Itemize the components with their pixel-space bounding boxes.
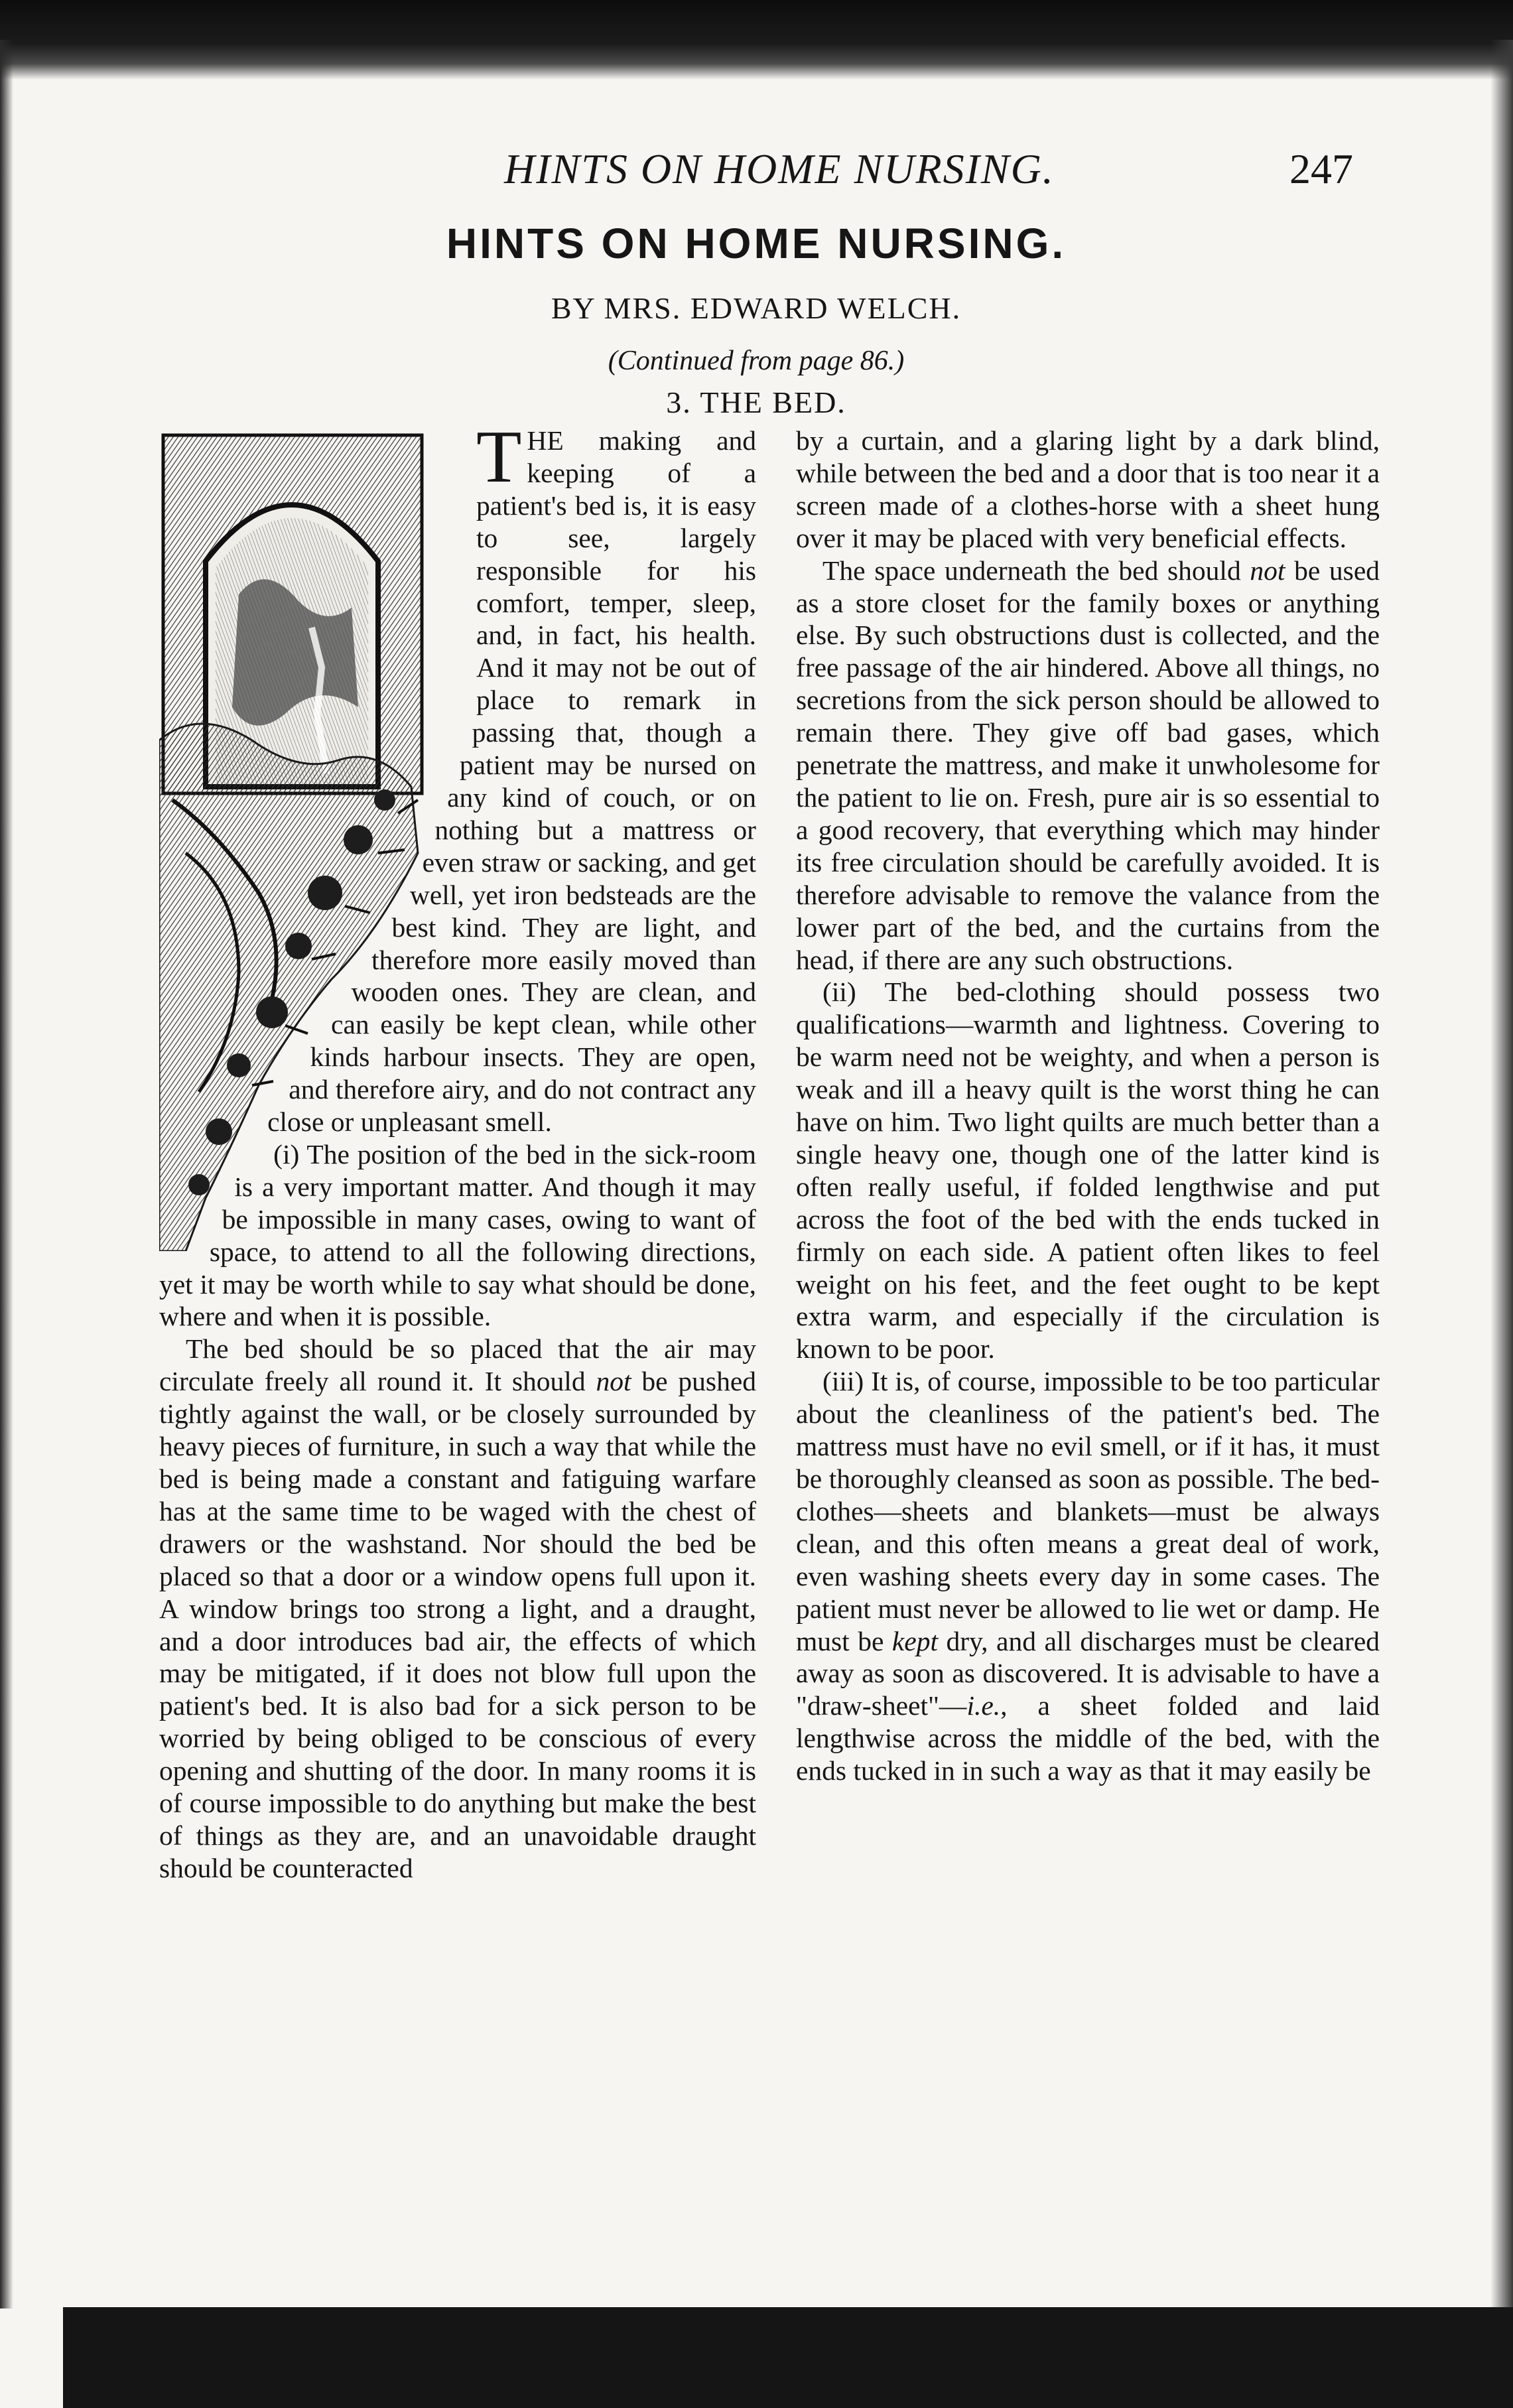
article-byline: BY MRS. EDWARD WELCH. <box>551 291 962 325</box>
running-head: HINTS ON HOME NURSING. <box>504 145 1055 192</box>
emphasis: kept <box>891 1625 939 1656</box>
paragraph: The bed should be so placed that the air may circulate freely all round it. It should not be pushed tightly against the wall, or be closely surrounded by heavy pieces of furniture, in such a way that while the bed is being made a constant and fatiguing warfare has at the same time to be waged with the chest of drawers or the washstand. Nor should the bed be placed so that a door or a window opens full upon it. A window brings too strong a light, and a draught, and a door introduces bad air, the effects of which may be mitigated, if it does not blow full upon the patient's bed. It is also bad for a sick person to be worried by being obliged to be conscious of every opening and shutting of the door. In many rooms it is of course impossible to do anything but make the best of things as they are, and an unavoidable draught should be counteracted <box>159 1333 756 1883</box>
scan-top-edge <box>0 0 1513 80</box>
emphasis: i.e. <box>966 1690 1001 1721</box>
scan-left-edge <box>0 40 13 2308</box>
page-number: 247 <box>1289 145 1353 192</box>
emphasis: not <box>596 1366 631 1397</box>
right-column <box>796 425 1380 2255</box>
drop-cap: T <box>476 416 522 498</box>
section-heading: 3. THE BED. <box>666 385 846 419</box>
paragraph: (ii) The bed-clothing should possess two qualifications—warmth and lightness. Covering to be warm need not be weighty, and when a person is weak and ill a heavy quilt is the worst thing he can have on him. Two light quilts are much better than a single heavy one, though one of the latter kind is often really useful, if folded lengthwise and put across the foot of the bed with the ends tucked in firmly on each side. A patient often likes to feel weight on his feet, and the feet ought to be kept extra warm, and especially if the circulation is known to be poor. <box>796 976 1380 1365</box>
scan-right-edge <box>1490 40 1513 2308</box>
article-title: HINTS ON HOME NURSING. <box>446 220 1067 267</box>
left-column <box>159 416 756 2255</box>
paragraph: The space underneath the bed should not be used as a store closet for the family boxes or anything else. By such obstructions dust is collected, and the free passage of the air hindered. Above all things, no secretions from the sick person should be allowed to remain there. They give off bad gases, which penetrate the mattress, and make it unwholesome for the patient to lie on. Fresh, pure air is so essential to a good recovery, that everything which may hinder its free circulation should be carefully avoided. It is therefore advisable to remove the valance from the lower part of the bed, and the curtains from the head, if there are any such obstructions. <box>796 555 1380 975</box>
paragraph: HE making and keeping of a patient's bed is, it is easy to see, largely responsible for his comfort, temper, sleep, and, in fact, his health. And it may not be out of place to remark in passing that, though a patient may be nursed on any kind of couch, or on nothing but a mattress or even straw or sacking, and get well, yet iron bedsteads are the best kind. They are light, and therefore more easily moved than wooden ones. They are clean, and can easily be kept clean, while other kinds harbour insects. They are open, and therefore airy, and do not contract any close or unpleasant smell. <box>267 425 756 1138</box>
paragraph: by a curtain, and a glaring light by a dark blind, while between the bed and a door that is too near it a screen made of a clothes-horse with a sheet hung over it may be placed with very beneficial effects. <box>796 425 1380 553</box>
paragraph: (i) The position of the bed in the sick-room is a very important matter. And though it may be impossible in many cases, owing to want of space, to attend to all the following directions, yet it may be worth while to say what should be done, where and when it is possible. <box>159 1138 756 1332</box>
continued-note: (Continued from page 86.) <box>608 346 905 376</box>
scan-bottom-edge <box>63 2307 1513 2408</box>
emphasis: not <box>1250 555 1285 586</box>
paragraph: (iii) It is, of course, impossible to be too particular about the cleanliness of the patient's bed. The mattress must have no evil smell, or if it has, it must be thoroughly cleansed as soon as possible. The bed-clothes—sheets and blankets—must be always clean, and this often means a great deal of work, even washing sheets every day in some cases. The patient must never be allowed to lie wet or damp. He must be kept dry, and all discharges must be cleared away as soon as discovered. It is advisable to have a "draw-sheet"—i.e., a sheet folded and laid lengthwise across the middle of the bed, with the ends tucked in in such a way as that it may easily be <box>796 1366 1380 1786</box>
